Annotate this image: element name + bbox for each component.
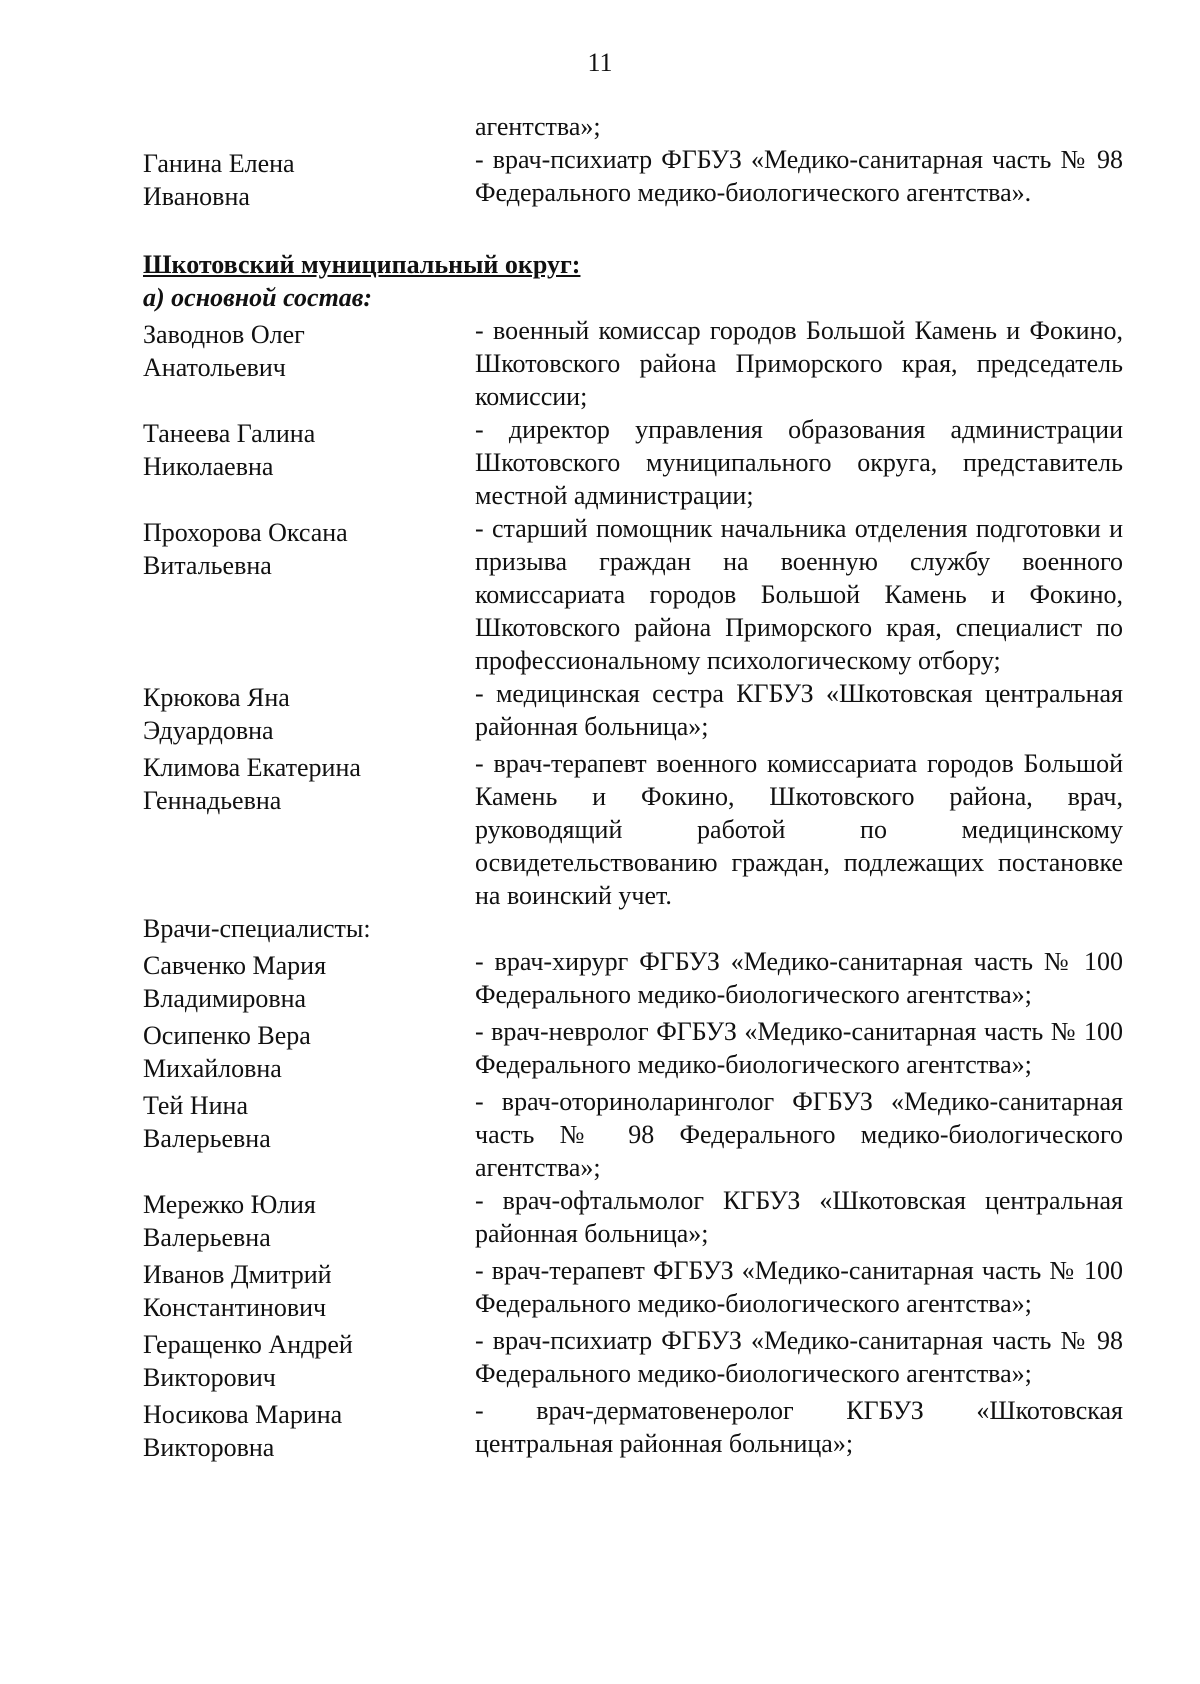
member-name <box>143 314 475 384</box>
specialist-name <box>143 1324 475 1394</box>
specialist-description: - врач-хирург ФГБУЗ «Медико-санитарная часть № 100 Федерального медико-биологического агентства»; <box>475 947 1123 1009</box>
specialist-row <box>143 1085 1123 1184</box>
member-patronymic-line: Анатольевич <box>143 353 286 382</box>
specialist-row <box>143 1254 1123 1324</box>
specialist-name <box>143 1184 475 1254</box>
member-surname-line: Крюкова Яна <box>143 683 290 712</box>
member-row <box>143 677 1123 747</box>
member-patronymic-line: Николаевна <box>143 452 274 481</box>
specialist-row <box>143 1184 1123 1254</box>
specialist-surname-line: Мережко Юлия <box>143 1190 316 1219</box>
specialist-patronymic-line: Валерьевна <box>143 1223 271 1252</box>
specialist-patronymic-line: Викторович <box>143 1363 276 1392</box>
member-description: - директор управления образования администрации Шкотовского муниципального округа, представитель местной администрации; <box>475 415 1123 510</box>
member-description: - врач-терапевт военного комиссариата городов Большой Камень и Фокино, Шкотовского района, врач, руководящий работой по медицинскому освидетельствованию граждан, подлежащих постановке на воинский учет. <box>475 749 1123 910</box>
specialist-name <box>143 1015 475 1085</box>
member-name <box>143 143 475 213</box>
member-name <box>143 747 475 817</box>
specialist-name <box>143 945 475 1015</box>
specialist-surname-line: Тей Нина <box>143 1091 248 1120</box>
specialist-patronymic-line: Владимировна <box>143 984 307 1013</box>
specialist-description: - врач-невролог ФГБУЗ «Медико-санитарная часть № 100 Федерального медико-биологического агентства»; <box>475 1017 1123 1079</box>
continuation-text: агентства»; <box>475 112 601 141</box>
member-name <box>143 677 475 747</box>
specialist-surname-line: Савченко Мария <box>143 951 327 980</box>
specialist-description: - врач-терапевт ФГБУЗ «Медико-санитарная часть № 100 Федерального медико-биологического агентства»; <box>475 1256 1123 1318</box>
specialist-description: - врач-офтальмолог КГБУЗ «Шкотовская центральная районная больница»; <box>475 1186 1123 1248</box>
specialist-surname-line: Иванов Дмитрий <box>143 1260 332 1289</box>
specialist-patronymic-line: Викторовна <box>143 1433 275 1462</box>
specialist-name <box>143 1394 475 1464</box>
specialist-surname-line: Носикова Марина <box>143 1400 343 1429</box>
member-patronymic-line: Геннадьевна <box>143 786 282 815</box>
member-description: - врач-психиатр ФГБУЗ «Медико-санитарная часть № 98 Федерального медико-биологического агентства». <box>475 145 1123 207</box>
page-number: 11 <box>587 48 613 77</box>
specialist-surname-line: Осипенко Вера <box>143 1021 311 1050</box>
member-row <box>143 314 1123 413</box>
member-surname-line: Заводнов Олег <box>143 320 305 349</box>
specialist-surname-line: Геращенко Андрей <box>143 1330 353 1359</box>
member-surname-line: Танеева Галина <box>143 419 316 448</box>
member-name <box>143 512 475 582</box>
specialist-description: - врач-дерматовенеролог КГБУЗ «Шкотовская центральная районная больница»; <box>475 1396 1123 1458</box>
member-row <box>143 512 1123 677</box>
member-surname-line: Ганина Елена <box>143 149 295 178</box>
member-patronymic-line: Эдуардовна <box>143 716 274 745</box>
specialist-description: - врач-оториноларинголог ФГБУЗ «Медико-санитарная часть № 98 Федерального медико-биологического агентства»; <box>475 1087 1123 1182</box>
specialist-row <box>143 1394 1123 1464</box>
specialist-patronymic-line: Михайловна <box>143 1054 282 1083</box>
member-row <box>143 413 1123 512</box>
member-description: - старший помощник начальника отделения подготовки и призыва граждан на военную службу военного комиссариата городов Большой Камень и Фокино, Шкотовского района Приморского края, специалист по профессиональному психологическому отбору; <box>475 514 1123 675</box>
specialist-row <box>143 945 1123 1015</box>
document-content <box>143 110 1123 1464</box>
specialist-row <box>143 1015 1123 1085</box>
specialists-label: Врачи-специалисты: <box>143 914 371 943</box>
specialist-name <box>143 1085 475 1155</box>
subsection-title: а) основной состав: <box>143 283 373 312</box>
member-patronymic-line: Витальевна <box>143 551 272 580</box>
member-patronymic-line: Ивановна <box>143 182 250 211</box>
specialist-patronymic-line: Валерьевна <box>143 1124 271 1153</box>
section-title: Шкотовский муниципальный округ: <box>143 250 581 279</box>
member-name <box>143 413 475 483</box>
member-row <box>143 747 1123 912</box>
member-description: - медицинская сестра КГБУЗ «Шкотовская центральная районная больница»; <box>475 679 1123 741</box>
member-row <box>143 143 1123 213</box>
specialist-name <box>143 1254 475 1324</box>
specialist-description: - врач-психиатр ФГБУЗ «Медико-санитарная часть № 98 Федерального медико-биологического агентства»; <box>475 1326 1123 1388</box>
member-description: - военный комиссар городов Большой Камень и Фокино, Шкотовского района Приморского края, председатель комиссии; <box>475 316 1123 411</box>
member-surname-line: Климова Екатерина <box>143 753 361 782</box>
member-surname-line: Прохорова Оксана <box>143 518 348 547</box>
specialist-row <box>143 1324 1123 1394</box>
specialist-patronymic-line: Константинович <box>143 1293 327 1322</box>
